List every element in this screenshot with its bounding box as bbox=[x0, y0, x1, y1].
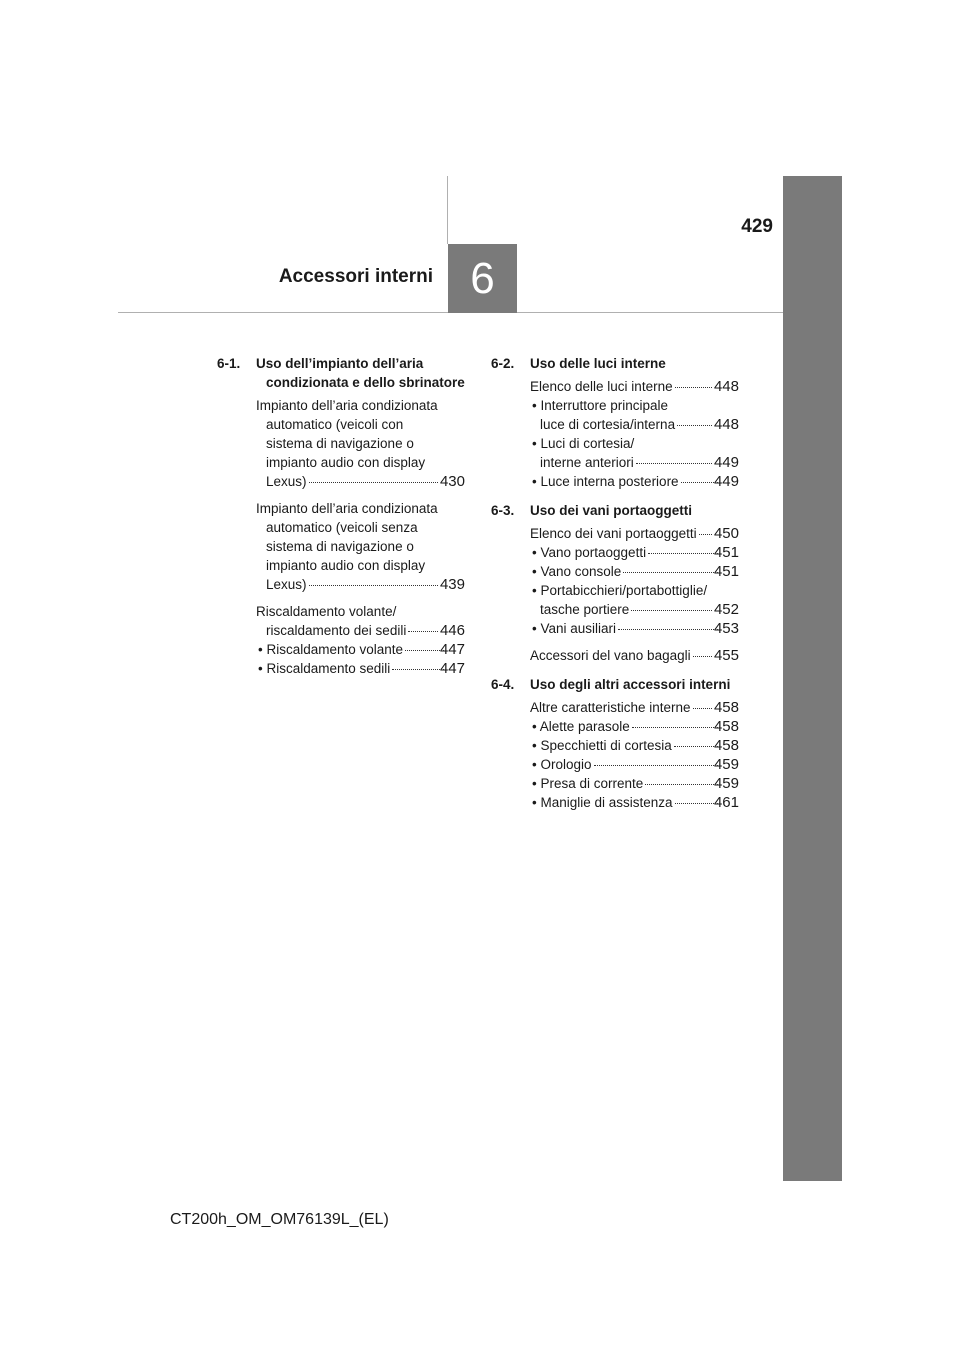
subentry-label: Riscaldamento sedili bbox=[266, 661, 391, 676]
subentry-label: luce di cortesia/interna bbox=[540, 417, 676, 432]
toc-subentry[interactable]: • Vani ausiliari 453 bbox=[532, 620, 739, 637]
page-ref: 458 bbox=[713, 699, 739, 716]
page-ref: 459 bbox=[713, 775, 739, 792]
page-ref: 451 bbox=[713, 563, 739, 580]
page-ref: 450 bbox=[713, 525, 739, 542]
dot-leader bbox=[699, 534, 712, 535]
subentry-label: Luci di cortesia/ bbox=[540, 436, 635, 451]
toc-subentry-cont[interactable] bbox=[491, 415, 739, 434]
dot-leader bbox=[674, 746, 720, 747]
subentry-label: Specchietti di cortesia bbox=[540, 738, 672, 753]
subentry-label: Presa di corrente bbox=[540, 776, 644, 791]
page-ref: 448 bbox=[713, 416, 739, 433]
toc-subentry[interactable]: • Riscaldamento sedili 447 bbox=[258, 660, 465, 677]
section-number: 6-1. bbox=[217, 356, 241, 371]
entry-label: Elenco delle luci interne bbox=[530, 379, 673, 394]
dot-leader bbox=[623, 572, 720, 573]
toc-subentry[interactable]: • Presa di corrente 459 bbox=[532, 775, 739, 792]
subentry-label: Alette parasole bbox=[539, 719, 630, 734]
section-title: Uso degli altri accessori interni bbox=[530, 677, 731, 692]
page-ref: 447 bbox=[439, 660, 465, 677]
section-number: 6-4. bbox=[491, 677, 515, 692]
toc-subentry[interactable]: • Interruttore principale bbox=[532, 398, 669, 413]
toc-subentry-cont[interactable] bbox=[491, 600, 739, 619]
dot-leader bbox=[677, 425, 712, 426]
entry-label: Accessori del vano bagagli bbox=[530, 648, 691, 663]
subentry-label: Luce interna posteriore bbox=[540, 474, 679, 489]
dot-leader bbox=[405, 650, 446, 651]
toc-entry[interactable] bbox=[491, 377, 739, 396]
toc-entry[interactable] bbox=[491, 524, 739, 543]
toc-subentry[interactable]: • Alette parasole 458 bbox=[532, 718, 739, 735]
entry-label: Elenco dei vani portaoggetti bbox=[530, 526, 697, 541]
subentry-label: Vani ausiliari bbox=[540, 621, 617, 636]
dot-leader bbox=[594, 765, 720, 766]
subentry-label: Orologio bbox=[540, 757, 592, 772]
section-title: Uso delle luci interne bbox=[530, 356, 666, 371]
chapter-title: Accessori interni bbox=[278, 266, 433, 287]
subentry-label: interne anteriori bbox=[540, 455, 634, 470]
toc-entry[interactable] bbox=[217, 602, 465, 640]
page-ref: 439 bbox=[439, 576, 465, 593]
dot-leader bbox=[675, 803, 720, 804]
page-ref: 452 bbox=[713, 601, 739, 618]
toc-entry[interactable] bbox=[217, 396, 465, 491]
toc-entry[interactable] bbox=[491, 698, 739, 717]
header-vertical-rule bbox=[447, 176, 448, 244]
subentry-label: Vano portaoggetti bbox=[540, 545, 647, 560]
entry-line: Impianto dell’aria condizionata bbox=[256, 501, 438, 516]
dot-leader bbox=[636, 463, 712, 464]
footer-document-code: CT200h_OM_OM76139L_(EL) bbox=[170, 1211, 389, 1228]
entry-line: Lexus) bbox=[266, 577, 307, 592]
section-number: 6-2. bbox=[491, 356, 515, 371]
entry-line: sistema di navigazione o bbox=[266, 539, 414, 554]
dot-leader bbox=[408, 631, 438, 632]
entry-line: Riscaldamento volante/ bbox=[256, 604, 397, 619]
toc-subentry[interactable]: • Orologio 459 bbox=[532, 756, 739, 773]
section-number: 6-3. bbox=[491, 503, 515, 518]
toc-subentry[interactable]: • Portabicchieri/portabottiglie/ bbox=[532, 583, 708, 598]
chapter-number-box: 6 bbox=[448, 244, 517, 313]
dot-leader bbox=[645, 784, 720, 785]
toc-entry[interactable] bbox=[491, 646, 739, 665]
dot-leader bbox=[309, 585, 438, 586]
page-ref: 448 bbox=[713, 378, 739, 395]
dot-leader bbox=[648, 553, 720, 554]
section-title: Uso dell’impianto dell’aria condizionata e dello sbrinatore bbox=[256, 356, 465, 390]
dot-leader bbox=[392, 669, 446, 670]
page-ref: 458 bbox=[713, 737, 739, 754]
entry-line: impianto audio con display bbox=[266, 558, 426, 573]
toc-subentry[interactable]: • Vano portaoggetti 451 bbox=[532, 544, 739, 561]
toc-section-6-1[interactable] bbox=[217, 354, 465, 392]
dot-leader bbox=[693, 656, 712, 657]
chapter-side-tab bbox=[783, 176, 842, 1181]
toc-entry[interactable] bbox=[217, 499, 465, 594]
toc-subentry[interactable]: • Specchietti di cortesia 458 bbox=[532, 737, 739, 754]
page-number: 429 bbox=[741, 216, 773, 237]
toc-subentry[interactable]: • Luci di cortesia/ bbox=[532, 436, 635, 451]
subentry-label: Riscaldamento volante bbox=[266, 642, 404, 657]
entry-line: automatico (veicoli senza bbox=[266, 520, 418, 535]
page-ref: 449 bbox=[713, 454, 739, 471]
toc-subentry[interactable]: • Luce interna posteriore 449 bbox=[532, 473, 739, 490]
toc-subentry-cont[interactable] bbox=[491, 453, 739, 472]
entry-line: Lexus) bbox=[266, 474, 307, 489]
subentry-label: Vano console bbox=[540, 564, 622, 579]
toc-subentry[interactable]: • Maniglie di assistenza 461 bbox=[532, 794, 739, 811]
page-ref: 451 bbox=[713, 544, 739, 561]
subentry-label: Maniglie di assistenza bbox=[540, 795, 673, 810]
subentry-label: tasche portiere bbox=[540, 602, 630, 617]
entry-label: Altre caratteristiche interne bbox=[530, 700, 691, 715]
subentry-label: Portabicchieri/portabottiglie/ bbox=[540, 583, 708, 598]
section-title: Uso dei vani portaoggetti bbox=[530, 503, 693, 518]
subentry-label: Interruttore principale bbox=[540, 398, 669, 413]
page-ref: 446 bbox=[439, 622, 465, 639]
dot-leader bbox=[632, 727, 720, 728]
dot-leader bbox=[631, 610, 712, 611]
page-ref: 453 bbox=[713, 620, 739, 637]
page-ref: 447 bbox=[439, 641, 465, 658]
toc-section-6-4[interactable] bbox=[491, 675, 739, 694]
page-ref: 461 bbox=[713, 794, 739, 811]
toc-section-6-2[interactable] bbox=[491, 354, 739, 373]
entry-line: riscaldamento dei sedili bbox=[266, 623, 407, 638]
toc-column-left bbox=[217, 354, 465, 678]
dot-leader bbox=[675, 387, 712, 388]
entry-line: impianto audio con display bbox=[266, 455, 426, 470]
page-ref: 449 bbox=[713, 473, 739, 490]
page-ref: 430 bbox=[439, 473, 465, 490]
page-ref: 455 bbox=[713, 647, 739, 664]
dot-leader bbox=[309, 482, 438, 483]
dot-leader bbox=[681, 482, 720, 483]
toc-subentry[interactable]: • Riscaldamento volante 447 bbox=[258, 641, 465, 658]
page-ref: 458 bbox=[713, 718, 739, 735]
dot-leader bbox=[618, 629, 720, 630]
toc-subentry[interactable]: • Vano console 451 bbox=[532, 563, 739, 580]
page-ref: 459 bbox=[713, 756, 739, 773]
dot-leader bbox=[693, 708, 712, 709]
toc-section-6-3[interactable] bbox=[491, 501, 739, 520]
entry-line: Impianto dell’aria condizionata bbox=[256, 398, 438, 413]
entry-line: automatico (veicoli con bbox=[266, 417, 404, 432]
entry-line: sistema di navigazione o bbox=[266, 436, 414, 451]
toc-column-right bbox=[491, 354, 739, 812]
